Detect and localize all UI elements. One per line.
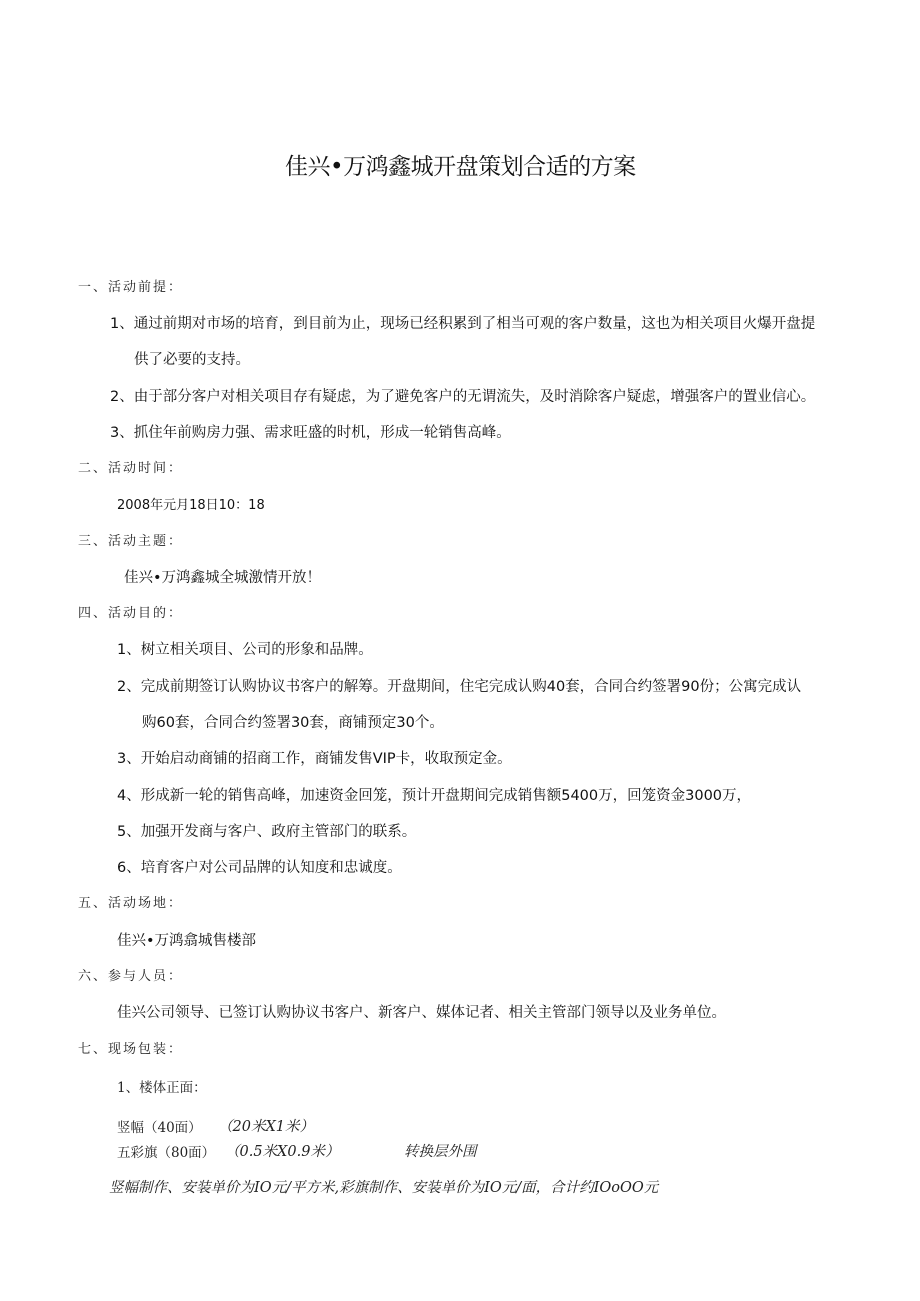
goal-item-1: 1、树立相关项目、公司的形象和品牌。 bbox=[117, 642, 373, 658]
goal-item-4: 4、形成新一轮的销售高峰，加速资金回笼，预计开盘期间完成销售额5400万，回笼资金3000万， bbox=[117, 788, 752, 804]
section-heading-time: 二、活动时间： bbox=[78, 461, 184, 476]
premise-item-1: 1、通过前期对市场的培育，到目前为止，现场已经积累到了相当可观的客户数量，这也为相关项目火爆开盘提 bbox=[110, 316, 816, 332]
section-heading-goals: 四、活动目的： bbox=[78, 606, 184, 621]
cost-summary: 竖幅制作、安装单价为IO元/平方米,彩旗制作、安装单价为IO元/面，合计约IOoOO元 bbox=[109, 1180, 659, 1196]
section-heading-participants: 六、参与人员： bbox=[78, 969, 184, 984]
premise-item-3: 3、抓住年前购房力强、需求旺盛的时机，形成一轮销售高峰。 bbox=[110, 425, 511, 441]
flag-location: 转换层外围 bbox=[404, 1144, 477, 1160]
event-venue: 佳兴•万鸿翕城售楼部 bbox=[117, 933, 257, 949]
section-heading-premise: 一、活动前提： bbox=[78, 280, 184, 295]
section-heading-decoration: 七、现场包装： bbox=[78, 1042, 184, 1057]
decoration-sub-front: 1、楼体正面： bbox=[117, 1080, 207, 1096]
goal-item-5: 5、加强开发商与客户、政府主管部门的联系。 bbox=[117, 824, 417, 840]
section-heading-venue: 五、活动场地： bbox=[78, 896, 184, 911]
goal-item-6: 6、培育客户对公司品牌的认知度和忠诚度。 bbox=[117, 860, 402, 876]
goal-item-2: 2、完成前期签订认购协议书客户的解筹。开盘期间，住宅完成认购40套，合同合约签署90份；公寓完成认 bbox=[117, 679, 802, 695]
flag-size: （0.5米X0.9米） bbox=[225, 1144, 340, 1160]
banner-size: （20米X1米） bbox=[218, 1119, 314, 1135]
banner-count: 竖幅（40面） bbox=[117, 1120, 202, 1136]
flag-count: 五彩旗（80面） bbox=[117, 1145, 216, 1161]
document-title: 佳兴•万鸿鑫城开盘策划合适的方案 bbox=[285, 154, 636, 180]
premise-item-1-cont: 供了必要的支持。 bbox=[134, 352, 250, 368]
premise-item-2: 2、由于部分客户对相关项目存有疑虑，为了避免客户的无谓流失，及时消除客户疑虑，增强客户的置业信心。 bbox=[110, 389, 816, 405]
participants: 佳兴公司领导、已签订认购协议书客户、新客户、媒体记者、相关主管部门领导以及业务单位。 bbox=[117, 1005, 726, 1021]
goal-item-3: 3、开始启动商铺的招商工作，商铺发售VIP卡，收取预定金。 bbox=[117, 751, 512, 767]
event-theme: 佳兴•万鸿鑫城全城激情开放！ bbox=[124, 570, 322, 586]
goal-item-2-cont: 购60套，合同合约签署30套，商铺预定30个。 bbox=[142, 715, 444, 731]
event-time: 2008年元月18日10：18 bbox=[117, 498, 265, 513]
section-heading-theme: 三、活动主题： bbox=[78, 534, 184, 549]
